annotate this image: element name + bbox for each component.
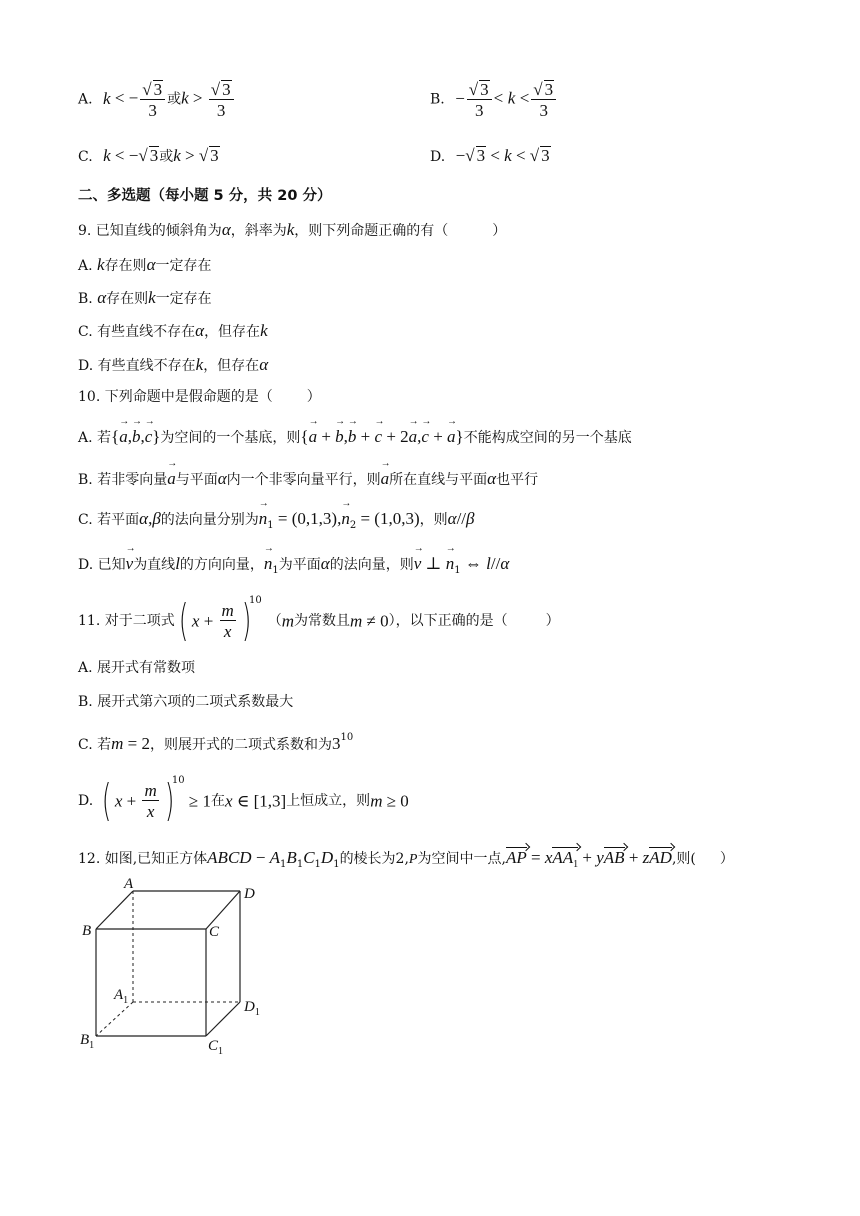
option-label: D. <box>78 793 94 809</box>
q10-option-d: D. 已知→ v为直线l的方向向量，→ $n_1$为平面α的法向量，则→ v ⊥ → $n_1$ ⇔ l//α <box>78 555 509 576</box>
stem-text: ，斜率为 <box>230 223 287 239</box>
stem-text: 12. 如图,已知正方体 <box>78 851 208 867</box>
section-heading: 二、多选题（每小题 5 分，共 20 分） <box>78 188 332 204</box>
option-label: B. <box>78 291 93 307</box>
stem-text: ，则下列命题正确的有（ <box>294 223 449 239</box>
or-text: 或 <box>167 91 182 108</box>
option-label: D. <box>430 149 446 165</box>
vertex-label-d: D <box>244 886 255 902</box>
option-text: 上恒成立，则 <box>286 793 371 809</box>
option-text: 展开式有常数项 <box>97 660 196 676</box>
q10-option-c: C. 若平面α,β的法向量分别为→ $n_1 = (0,1,3),\to n_2 = (1,0,3)$，则α//β <box>78 510 474 531</box>
q10-option-a: A. 若{→ a,→ b,→ c}为空间的一个基底，则{→ a + → b,→ b + → c + 2→ a,→ c + → a}不能构成空间的另一个基底 <box>78 428 632 445</box>
option-label: B. <box>78 472 93 488</box>
q12-stem: 12. 如图,已知正方体ABCD − $A_1B_1C_1D_1$的棱长为2,P为空间中一点,AP = xAA$_1$ + yAB + zAD,则( ） <box>78 848 734 870</box>
q9-option-c: C. 有些直线不存在α，但存在k <box>78 321 268 340</box>
option-text: 若平面 <box>97 512 140 528</box>
option-text: 一定存在 <box>155 291 212 307</box>
option-label: C. <box>78 737 93 753</box>
vertex-label-c1: $C_1$ <box>208 1038 224 1056</box>
option-text: ，则展开式的二项式系数和为 <box>150 737 332 753</box>
option-text: 有些直线不存在 <box>97 358 196 374</box>
q8-option-a: A. k < − $\frac{√ 3}{3}$ 或k > $\frac{√ 3}{3}$ <box>78 80 236 119</box>
option-label: A. <box>78 91 93 108</box>
stem-text: 11. 对于二项式 <box>78 613 175 629</box>
stem-text: 的棱长为2, <box>339 851 409 867</box>
option-label: A. <box>78 660 93 676</box>
q10-stem <box>78 390 321 404</box>
option-text: 内一个非零向量平行，则 <box>226 472 381 488</box>
option-text: 为直线 <box>133 557 176 573</box>
cube-figure <box>78 876 278 1056</box>
q11-option-a <box>78 661 195 675</box>
stem-text: ） <box>719 851 734 867</box>
q9-option-b: B. α存在则k一定存在 <box>78 288 212 307</box>
q11-stem: 11. 对于二项式( x + $\frac{m}{x}$ )$^{10}$（m为常数且m ≠ 0），以下正确的是（ ） <box>78 595 560 646</box>
option-label: B. <box>78 694 93 710</box>
q10-option-b: B. 若非零向量→ a与平面α内一个非零向量平行，则→ a所在直线与平面α也平行 <box>78 470 538 487</box>
option-text: 存在则 <box>104 258 147 274</box>
q11-option-c: C. 若m = 2，则展开式的二项式系数和为$3^{10}$ <box>78 732 354 753</box>
option-text: 所在直线与平面 <box>389 472 488 488</box>
option-text: ，则 <box>419 512 448 528</box>
option-text: 也平行 <box>496 472 539 488</box>
q11-option-d: D. ( x + $\frac{m}{x}$ )$^{10}$ ≥ 1在x ∈ [1,3]上恒成立，则m ≥ 0 <box>78 775 409 826</box>
option-text: 若 <box>97 430 112 446</box>
stem-text: ） <box>492 223 507 239</box>
or-text: 或 <box>159 149 174 165</box>
option-text: 若 <box>97 737 112 753</box>
option-text: ，但存在 <box>203 358 260 374</box>
option-text: 为空间的一个基底，则 <box>160 430 301 446</box>
option-label: C. <box>78 512 93 528</box>
option-text: 一定存在 <box>155 258 212 274</box>
edge-ab <box>96 891 133 929</box>
stem-text: ） <box>545 613 560 629</box>
option-label: A. <box>78 258 93 274</box>
option-label: C. <box>78 324 93 340</box>
q11-option-b <box>78 695 293 709</box>
q9-option-a: A. k存在则α一定存在 <box>78 255 212 274</box>
edge-d1c1 <box>206 1002 240 1036</box>
option-text: 有些直线不存在 <box>97 324 196 340</box>
vertex-label-b1: $B_1$ <box>80 1032 95 1051</box>
option-label: C. <box>78 149 93 165</box>
vertex-label-b: B <box>82 923 92 939</box>
option-label: D. <box>78 358 94 374</box>
option-text: ，但存在 <box>204 324 261 340</box>
vertex-label-a1: $A_1$ <box>114 987 129 1006</box>
vertex-label-c: C <box>209 924 220 940</box>
q8-option-b: B. − $\frac{√ 3}{3}$ < k < $\frac{√ 3}{3}$ <box>430 80 558 119</box>
option-text: 存在则 <box>106 291 149 307</box>
q8-option-d: D. −√ 3 < k < √ 3 <box>430 146 550 165</box>
stem-text: （ <box>267 613 282 629</box>
option-text: 展开式第六项的二项式系数最大 <box>97 694 294 710</box>
option-text: 为平面 <box>278 557 321 573</box>
option-label: D. <box>78 557 94 573</box>
q9-option-d: D. 有些直线不存在k，但存在α <box>78 355 269 374</box>
option-text: 若非零向量 <box>97 472 168 488</box>
stem-text: 为常数且 <box>294 613 350 629</box>
stem-text: 10. 下列命题中是假命题的是（ <box>78 389 273 405</box>
option-text: 在 <box>210 793 225 809</box>
option-label: A. <box>78 430 93 446</box>
option-text: 与平面 <box>175 472 218 488</box>
stem-text: ），以下正确的是（ <box>388 613 508 629</box>
edge-a1b1 <box>96 1002 133 1036</box>
stem-text: ,则( <box>671 851 696 867</box>
stem-text: ） <box>306 389 321 405</box>
option-text: 的法向量分别为 <box>160 512 259 528</box>
option-text: 的法向量，则 <box>329 557 414 573</box>
option-text: 不能构成空间的另一个基底 <box>463 430 632 446</box>
vertex-label-a: A <box>124 876 134 892</box>
option-label: B. <box>430 91 445 108</box>
option-text: 已知 <box>97 557 126 573</box>
q9-stem: 9. 已知直线的倾斜角为α，斜率为k，则下列命题正确的有（ ） <box>78 220 507 239</box>
option-text: 的方向向量， <box>179 557 264 573</box>
stem-text: 为空间中一点, <box>417 851 506 867</box>
stem-text: 9. 已知直线的倾斜角为 <box>78 223 222 239</box>
vertex-label-d1: $D_1$ <box>244 999 260 1018</box>
q8-option-c: C. k < −√ 3或k > √ 3 <box>78 146 219 165</box>
